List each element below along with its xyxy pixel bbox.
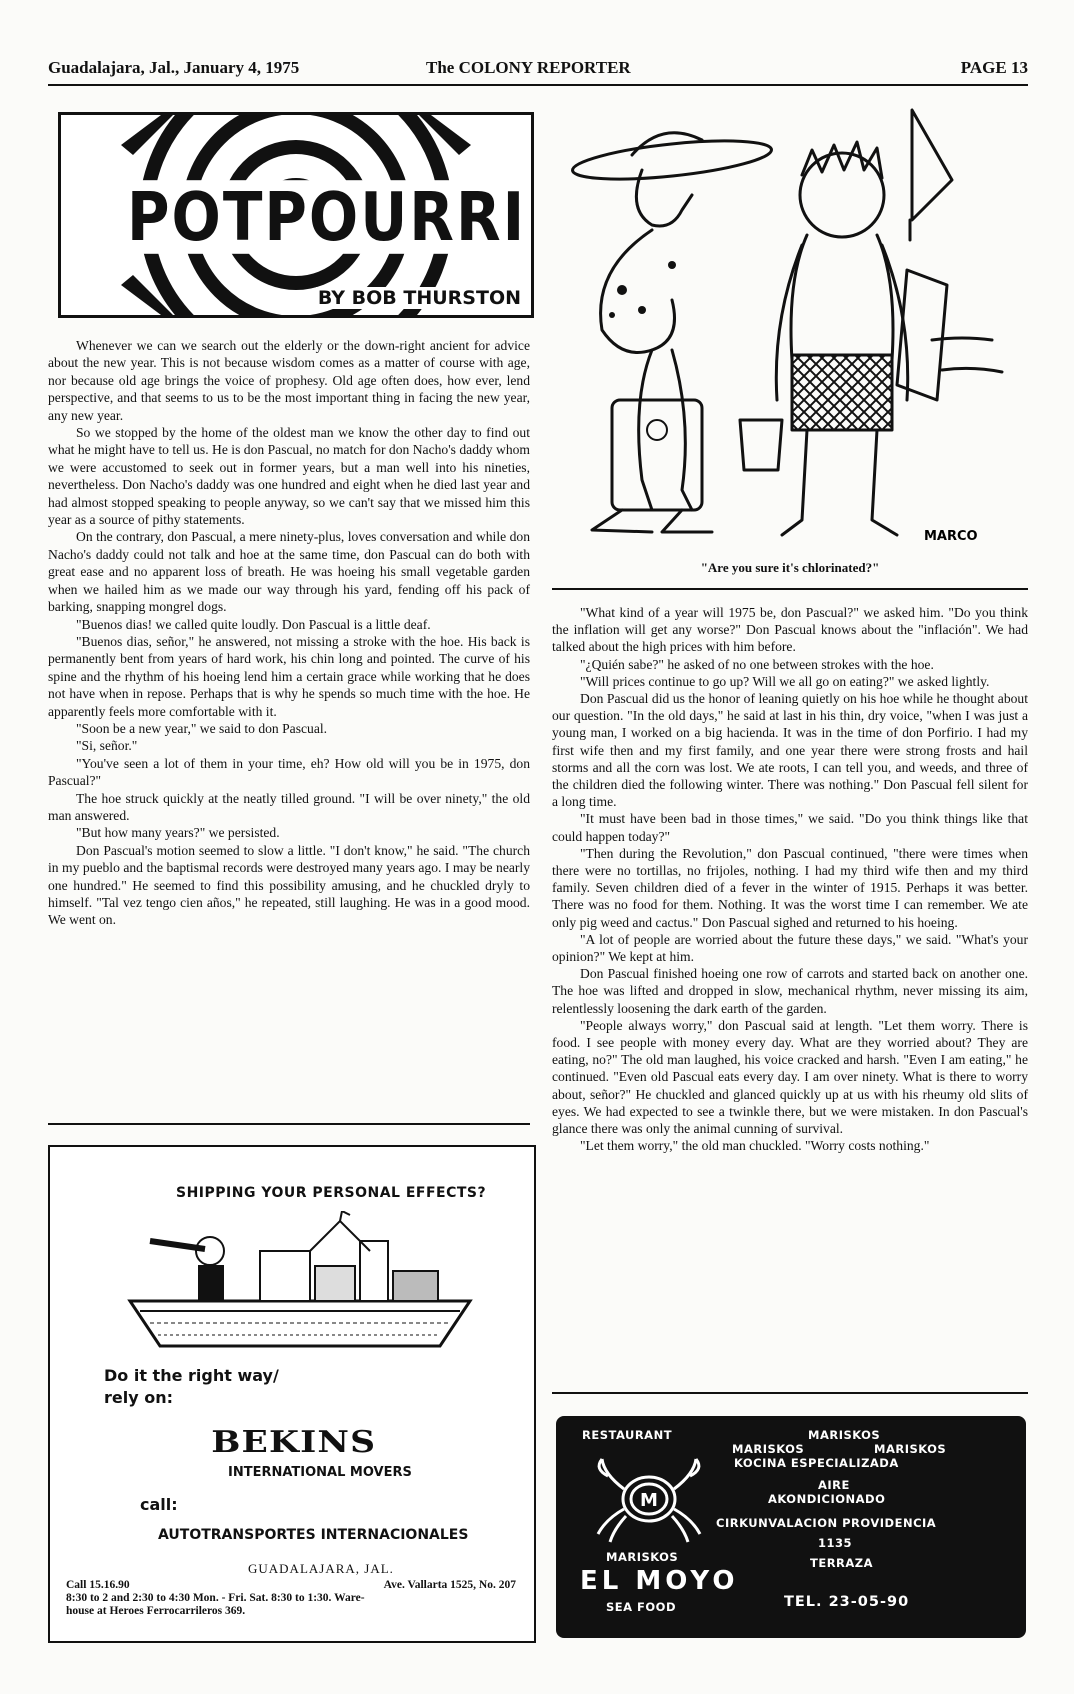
paragraph: "You've seen a lot of them in your time, eh? How old will you be in 1975, don Pascual?"	[48, 755, 530, 789]
street-address: CIRKUNVALACION PROVIDENCIA	[716, 1516, 937, 1530]
mariskos-text: MARISKOS	[732, 1442, 805, 1456]
restaurant-label: RESTAURANT	[582, 1428, 673, 1442]
paragraph: "People always worry," don Pascual said at length. "Let them worry. There is food. I see people with money every day. What are they worried about? They are eating, no?" The old man laughed, his voice cracked and harsh. "Even I am eating," he continued. "Even old Pascual eats every day. I am over ninety. What is there to worry about, señor?" He chuckled and glanced quickly up at us with his rheumy old slits of eyes. We had expected to see a twinkle there, but we were mistaken. In don Pascual's glance there was only the animal cunning of survival.	[552, 1017, 1028, 1137]
paragraph: "Si, señor."	[76, 738, 138, 754]
bekins-advertisement	[48, 1145, 536, 1643]
company-name: AUTOTRANSPORTES INTERNACIONALES	[158, 1527, 469, 1543]
paragraph: Don Pascual did us the honor of leaning quietly on his hoe while he thought about our question. "In the old days," he said at last in his thin, dry voice, "when I was just a young man, I worked on a big hacienda. It was in the time of don Porfirio. I had my first wife then and my first family, and one year there were strong frosts and hail storms and all the corn was lost. We ate roots, I can tell you, and weeds, and three of the children died the following winter. There was nothing." Don Pascual fell silent for a long time.	[552, 691, 1028, 810]
paragraph: "Then during the Revolution," don Pascual continued, "there were times when there were no tortillas, no frijoles, nothing. I had my third wife then and my third family. Seven children died of a fever in the winter of 1915. Perhaps it was better. There was no food for them. Nothing. It was the worst time I can remember. We ate only pig weed and cactus." Don Pascual sighed and returned to his hoeing.	[552, 845, 1028, 930]
section-rule	[552, 1392, 1028, 1394]
paragraph: Don Pascual finished hoeing one row of carrots and started back on another one. The hoe was lifted and dropped in slow, mechanical rhythm, never missing its aim, relentlessly loosening the dark earth of the garden.	[552, 966, 1028, 1016]
cartoon-signature: MARCO	[924, 529, 978, 544]
call-label: call:	[140, 1495, 178, 1514]
akondicionado-text: AKONDICIONADO	[768, 1492, 886, 1506]
column-header	[58, 112, 534, 318]
address: Ave. Vallarta 1525, No. 207	[383, 1579, 516, 1591]
slogan-line-2: rely on:	[104, 1388, 174, 1407]
mariskos-text: MARISKOS	[874, 1442, 947, 1456]
seafood-text: SEA FOOD	[606, 1600, 676, 1614]
paragraph: "Let them worry," the old man chuckled. "Worry costs nothing."	[580, 1138, 930, 1154]
column-byline: BY BOB THURSTON	[317, 287, 521, 309]
mariskos-text: MARISKOS	[808, 1428, 881, 1442]
contact-info	[66, 1579, 516, 1618]
crab-logo	[594, 1454, 704, 1544]
office-hours: 8:30 to 2 and 2:30 to 4:30 Mon. - Fri. Sat. 8:30 to 1:30. Ware-	[66, 1592, 365, 1604]
logo-monogram: M	[640, 1490, 658, 1511]
masthead	[48, 58, 1028, 82]
paragraph: "Will prices continue to go up? Will we all go on eating?" we asked lightly.	[580, 673, 990, 689]
bekins-logo: BEKINS	[211, 1425, 377, 1460]
warehouse-address: house at Heroes Ferrocarrileros 369.	[66, 1605, 246, 1617]
ship-illustration	[110, 1211, 490, 1351]
paragraph: So we stopped by the home of the oldest man we know the other day to find out what he might have to tell us. He is don Pascual, no match for don Nacho's daddy whom we were accustomed to seek out in former years, but a man well into his nineties, nevertheless. Don Nacho's daddy was one hundred and eight when he died last year and had almost stopped speaking to people anyway, so we can't say that we missed him this year as a source of pithy statements.	[48, 425, 530, 528]
article-left	[48, 337, 530, 929]
restaurant-phone: TEL. 23-05-90	[784, 1594, 910, 1610]
kocina-text: KOCINA ESPECIALIZADA	[734, 1456, 899, 1470]
column-title: POTPOURRI	[123, 180, 530, 254]
article-right	[552, 604, 1028, 1155]
ad-tagline: INTERNATIONAL MOVERS	[228, 1465, 412, 1480]
mariskos-text: MARISKOS	[606, 1550, 679, 1564]
paragraph: "Buenos dias! we called quite loudly. Don Pascual is a little deaf.	[76, 616, 431, 632]
masthead-rule	[48, 84, 1028, 86]
ad-slogan	[104, 1365, 279, 1409]
ad-headline: SHIPPING YOUR PERSONAL EFFECTS?	[176, 1185, 487, 1201]
dateline: Guadalajara, Jal., January 4, 1975	[48, 58, 300, 77]
cartoon-caption: "Are you sure it's chlorinated?"	[700, 560, 880, 575]
page-number: PAGE 13	[960, 58, 1028, 77]
slogan-line-1: Do it the right way/	[104, 1366, 279, 1385]
terraza-text: TERRAZA	[810, 1556, 874, 1570]
paragraph: "¿Quién sabe?" he asked of no one between strokes with the hoe.	[580, 656, 934, 672]
paragraph: On the contrary, don Pascual, a mere ninety-plus, loves conversation and while don Nacho's daddy could not talk and hoe at the same time, don Pascual can do both with great ease and no apparent loss of breath. He was hoeing his small vegetable garden when we hailed him as we made our way through his yard, fending off his pack of barking, snapping mongrel dogs.	[48, 529, 530, 615]
phone-number: Call 15.16.90	[66, 1579, 130, 1591]
paragraph: "What kind of a year will 1975 be, don Pascual?" we asked him. "Do you think the inflation will get any worse?" Don Pascual knows about the "inflación". We had talked about the high prices with him before.	[552, 605, 1028, 655]
el-moyo-advertisement	[556, 1416, 1026, 1638]
restaurant-name: EL MOYO	[580, 1566, 739, 1596]
beach-cartoon	[552, 100, 1028, 570]
paragraph: Whenever we can we search out the elderly or the down-right ancient for advice about the new year. This is not because wisdom comes as a matter of course with age, nor because old age brings the voice of prophesy. Old age often does, how ever, lend perspective, and that seems to us to be the most important thing in facing the new year, any new year.	[48, 338, 530, 423]
paragraph: "Soon be a new year," we said to don Pascual.	[76, 720, 328, 736]
paragraph: "It must have been bad in those times," we said. "Do you think things like that could happen today?"	[552, 811, 1028, 844]
section-rule	[48, 1123, 530, 1125]
section-rule	[552, 588, 1028, 590]
aire-text: AIRE	[818, 1478, 850, 1492]
paragraph: "Buenos dias, señor," he answered, not missing a stroke with the hoe. His back is permanently bent from years of hard work, his chin long and pointed. The curve of his spine and the rhythm of his hoeing lend him a certain grace while working that he does not have when in repose. Perhaps that is why he spends so much time with the hoe. He apparently feels more comfortable with it.	[48, 633, 530, 719]
company-city: GUADALAJARA, JAL.	[248, 1561, 394, 1576]
paragraph: "A lot of people are worried about the future these days," we said. "What's your opinion?" We kept at him.	[552, 931, 1028, 965]
street-number: 1135	[818, 1536, 853, 1550]
newspaper-name: The COLONY REPORTER	[426, 58, 631, 77]
paragraph: The hoe struck quickly at the neatly tilled ground. "I will be over ninety," the old man answered.	[48, 790, 530, 823]
paragraph: Don Pascual's motion seemed to slow a little. "I don't know," he said. "The church in my pueblo and the baptismal records were destroyed many years ago. I may be nearly one hundred." He seemed to find this possibility amusing, and he chuckled dryly to himself. "Tal vez tengo cien años," he repeated, still laughing. He was in a good mood. We went on.	[48, 842, 530, 928]
paragraph: "But how many years?" we persisted.	[76, 825, 280, 841]
